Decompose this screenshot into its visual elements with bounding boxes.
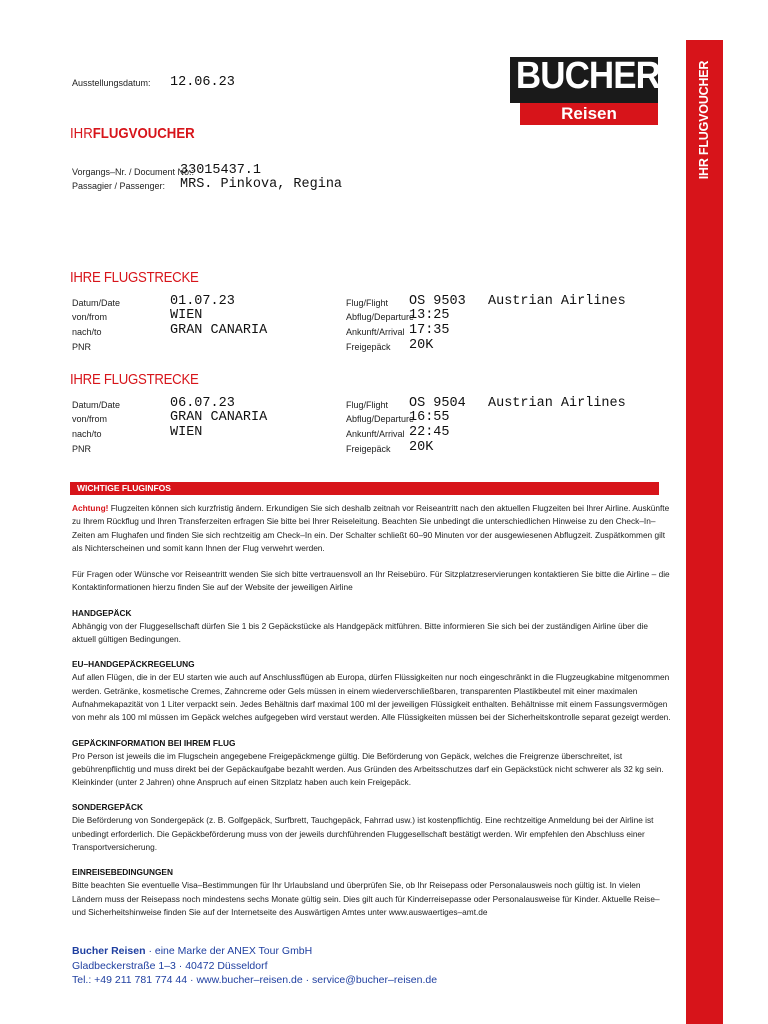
footer-company-line (72, 944, 437, 959)
flight-number: OS 9504 (409, 396, 466, 411)
to-label: nach/to (72, 429, 102, 439)
section-heading: HANDGEPÄCK (72, 607, 132, 618)
footer-contact[interactable]: Tel.: +49 211 781 774 44 · www.bucher–reisen.de · service@bucher–reisen.de (72, 974, 438, 986)
baggage-label: Freigepäck (346, 444, 391, 454)
issue-date-label: Ausstellungsdatum: (72, 78, 151, 88)
footer-company: Bucher Reisen (72, 945, 146, 957)
arrival-time: 22:45 (409, 425, 450, 440)
departure-label: Abflug/Departure (346, 414, 415, 424)
flight-section-title: IHRE FLUGSTRECKE (70, 269, 199, 286)
from-label: von/from (72, 414, 108, 424)
achtung-word: Achtung! (72, 503, 109, 513)
arrival-time: 17:35 (409, 323, 450, 338)
logo-bottom (520, 103, 658, 125)
from-label: von/from (72, 312, 108, 322)
bucher-logo (510, 57, 658, 126)
airline-name: Austrian Airlines (488, 294, 626, 309)
footer (72, 944, 437, 988)
departure-time: 13:25 (409, 308, 450, 323)
flight-label: Flug/Flight (346, 400, 389, 410)
info-banner (70, 482, 659, 495)
pnr-label: PNR (72, 342, 92, 352)
info-banner-text: WICHTIGE FLUGINFOS (77, 483, 171, 493)
section-text: Abhängig von der Fluggesellschaft dürfen Sie 1 bis 2 Gepäckstücke als Handgepäck mitführen. Bitte informieren Sie sich bei der zuständigen Airline über die aktuell gültigen Bedingungen. (72, 620, 649, 645)
document-no: 33015437.1 (180, 163, 262, 178)
sidebar-band (686, 40, 723, 1024)
departure-time: 16:55 (409, 410, 450, 425)
flight-from: WIEN (170, 308, 203, 323)
flight-label: Flug/Flight (346, 298, 389, 308)
passenger-label: Passagier / Passenger: (72, 181, 166, 191)
section-heading: GEPÄCKINFORMATION BEI IHREM FLUG (72, 737, 236, 748)
footer-address: Gladbeckerstraße 1–3 · 40472 Düsseldorf (72, 959, 268, 972)
flight-to: GRAN CANARIA (170, 323, 268, 338)
sidebar-title-text: IHR FLUGVOUCHER (697, 60, 711, 180)
achtung-text: Flugzeiten können sich kurzfristig ändern. Erkundigen Sie sich deshalb zeitnah vor Reiseantritt nach den aktuellen Flugzeiten bei Ihrer Airline. Auskünfte zu Ihrem Rückflug und Ihren Transferzeiten erfragen Sie bitte bei Ihrer Reiseleitung. Beachten Sie unbedingt die unterschiedlichen Hinweise zu den Check–In–Zeiten am Flughafen und finden Sie sich rechtzeitig am Check–In ein. Der Schalter schließt 60–90 Minuten vor der ausgewiesenen Abflugzeit. Zuspätkommen gilt als Nichterscheinen und somit kann Ihnen der Flug verwehrt werden. (72, 503, 670, 553)
flight-number: OS 9503 (409, 294, 466, 309)
airline-name: Austrian Airlines (488, 396, 626, 411)
flight-section-title: IHRE FLUGSTRECKE (70, 371, 199, 388)
section-text: Auf allen Flügen, die in der EU starten wie auch auf Anschlussflügen ab Europa, dürfen Flüssigkeiten nur noch eingeschränkt in die Flugzeugkabine mitgenommen werden. Getränke, kosmetische Cremes, Zahncreme oder Gels müssen in einem wiederverschließbaren, transparenten Plastikbeutel mit einer maximalen Aufnahmekapazität von 1 Liter verpackt sein. Jedes Behältnis darf maximal 100 ml der jeweiligen Flüssigkeit enthalten. Behältnisse mit einem Fassungsvermögen von mehr als 100 ml müssen im Gepäck welches aufgegeben wird verstaut werden. Alle Flüssigkeiten müssen bei der Sicherheitskontrolle separat gezeigt werden. (72, 672, 671, 723)
passenger-name: MRS. Pinkova, Regina (180, 177, 343, 192)
sidebar-title (686, 40, 723, 200)
section-text: Die Beförderung von Sondergepäck (z. B. Golfgepäck, Surfbrett, Tauchgepäck, Fahrrad usw.) ist kostenpflichtig. Eine rechtzeitige Anmeldung bei der Airline ist unbedingt erforderlich. Die Gepäckbeförderung muss von der jeweils durchführenden Fluggesellschaft bestätigt werden. Wir empfehlen den Abschluss einer Transportversicherung. (72, 815, 654, 853)
page-title-prefix: IHR (70, 125, 93, 142)
contact-paragraph: Für Fragen oder Wünsche vor Reiseantritt wenden Sie sich bitte vertrauensvoll an Ihr Reisebüro. Für Sitzplatzreservierungen kontaktieren Sie bitte die Airline – die Kontaktinformationen hierzu finden Sie auf der Website der jeweiligen Airline (72, 569, 670, 593)
date-label: Datum/Date (72, 400, 121, 410)
date-label: Datum/Date (72, 298, 121, 308)
page-title-main: FLUGVOUCHER (92, 125, 195, 142)
flight-date: 01.07.23 (170, 294, 235, 309)
pnr-label: PNR (72, 444, 92, 454)
logo-top-text: BUCHER (515, 55, 660, 97)
flight-date: 06.07.23 (170, 396, 235, 411)
arrival-label: Ankunft/Arrival (346, 327, 405, 337)
baggage-allowance: 20K (409, 440, 434, 455)
section-text: Bitte beachten Sie eventuelle Visa–Bestimmungen für Ihr Urlaubsland und überprüfen Sie, ob Ihr Reisepass oder Personalausweis noch gültig ist. In vielen Ländern muss der Reisepass noch mindestens sechs Monate gültig sein. Dies gilt auch für Kinderreisepasse oder Personalausweise für Kinder. Aktuelle Reise– und Sicherheitshinweise finden Sie auf der Internetseite des Auswärtigen Amtes unter www.auswaertiges–amt.de (72, 880, 660, 917)
page-title (70, 125, 195, 142)
issue-date: 12.06.23 (170, 75, 235, 90)
arrival-label: Ankunft/Arrival (346, 429, 405, 439)
baggage-label: Freigepäck (346, 342, 391, 352)
section-text: Pro Person ist jeweils die im Flugschein angegebene Freigepäckmenge gültig. Die Beförderung von Gepäck, welches die Freigrenze überschreitet, ist gebührenpflichtig und muss direkt bei der Gepäckaufgabe bezahlt werden. Aus Gründen des Arbeitsschutzes darf ein Gepäckstück nicht schwerer als 32 kg sein. Kleinkinder (unter 2 Jahren) ohne Anspruch auf einen Sitzplatz haben auch kein Freigepäck. (72, 750, 664, 788)
achtung-paragraph (72, 502, 672, 555)
section-heading: EINREISEBEDINGUNGEN (72, 867, 173, 878)
departure-label: Abflug/Departure (346, 312, 415, 322)
section-heading: EU–HANDGEPÄCKREGELUNG (72, 659, 195, 670)
flight-from: GRAN CANARIA (170, 410, 268, 425)
to-label: nach/to (72, 327, 102, 337)
logo-top (510, 57, 658, 103)
flight-to: WIEN (170, 425, 203, 440)
footer-tagline: · eine Marke der ANEX Tour GmbH (145, 945, 313, 957)
section-heading: SONDERGEPÄCK (72, 802, 143, 813)
document-no-label: Vorgangs–Nr. / Document No.: (72, 167, 195, 177)
baggage-allowance: 20K (409, 338, 434, 353)
logo-bottom-text: Reisen (561, 104, 617, 123)
info-body (72, 502, 672, 919)
